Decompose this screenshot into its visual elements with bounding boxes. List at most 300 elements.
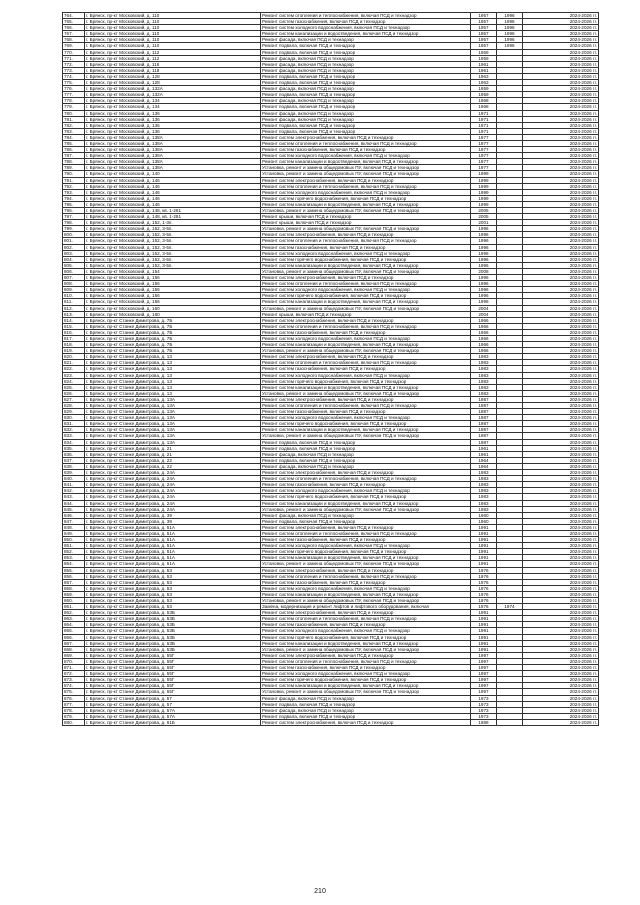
table-row bbox=[63, 719, 599, 725]
row-number: 869. bbox=[63, 652, 85, 658]
build-year-cell: 1999 bbox=[471, 195, 497, 201]
address-cell: г. Брянск, пр-кт Московский, д. 118 bbox=[85, 67, 261, 73]
build-year-cell: 1983 bbox=[471, 354, 497, 360]
work-type-cell: Ремонт систем отопления и теплоснабжения, включая ПСД и технадзор bbox=[261, 323, 471, 329]
work-type-cell: Ремонт подвала, включая ПСД и технадзор bbox=[261, 445, 471, 451]
work-type-cell: Ремонт систем отопления и теплоснабжения, включая ПСД и технадзор bbox=[261, 530, 471, 536]
address-cell: г. Брянск, пр-кт Станке Димитрова, д. 53Б bbox=[85, 640, 261, 646]
address-cell: г. Брянск, пр-кт Станке Димитрова, д. 13 bbox=[85, 354, 261, 360]
build-year-cell: 1963 bbox=[471, 80, 497, 86]
work-type-cell: Ремонт систем горячего водоснабжения, включая ПСД и технадзор bbox=[261, 421, 471, 427]
work-type-cell: Ремонт подвала, включая ПСД и технадзор bbox=[261, 457, 471, 463]
work-type-cell: Ремонт систем холодного водоснабжения, включая ПСД и технадзор bbox=[261, 415, 471, 421]
period-cell: 2024-2026 гг. bbox=[523, 329, 599, 335]
row-number: 796. bbox=[63, 208, 85, 214]
address-cell: г. Брянск, пр-кт Московский, д. 138А bbox=[85, 140, 261, 146]
build-year-cell: 1996 bbox=[471, 287, 497, 293]
period-cell: 2024-2026 гг. bbox=[523, 153, 599, 159]
build-year-cell: 1988 bbox=[471, 719, 497, 725]
row-number: 864. bbox=[63, 622, 85, 628]
address-cell: г. Брянск, пр-кт Станке Димитрова, д. 7Б bbox=[85, 348, 261, 354]
address-cell: г. Брянск, пр-кт Станке Димитрова, д. 53 bbox=[85, 598, 261, 604]
row-number: 855. bbox=[63, 567, 85, 573]
period-cell: 2024-2026 гг. bbox=[523, 433, 599, 439]
period-cell: 2024-2026 гг. bbox=[523, 616, 599, 622]
last-repair-year-cell: 1996 bbox=[497, 25, 523, 31]
row-number: 867. bbox=[63, 640, 85, 646]
period-cell: 2024-2026 гг. bbox=[523, 354, 599, 360]
period-cell: 2024-2026 гг. bbox=[523, 421, 599, 427]
period-cell: 2024-2026 гг. bbox=[523, 707, 599, 713]
work-type-cell: Ремонт систем отопления и теплоснабжения, включая ПСД и технадзор bbox=[261, 183, 471, 189]
work-type-cell: Ремонт фасада, включая ПСД и технадзор bbox=[261, 67, 471, 73]
period-cell: 2024-2026 гг. bbox=[523, 49, 599, 55]
work-type-cell: Ремонт систем электроснабжения, включая ПСД и технадзор bbox=[261, 396, 471, 402]
period-cell: 2024-2026 гг. bbox=[523, 92, 599, 98]
build-year-cell: 1991 bbox=[471, 634, 497, 640]
period-cell: 2024-2026 гг. bbox=[523, 439, 599, 445]
period-cell: 2024-2026 гг. bbox=[523, 342, 599, 348]
work-type-cell: Ремонт фасада, включая ПСД и технадзор bbox=[261, 707, 471, 713]
work-type-cell: Ремонт систем канализации и водоотведения, включая ПСД и технадзор bbox=[261, 500, 471, 506]
address-cell: г. Брянск, пр-кт Станке Димитрова, д. 13А bbox=[85, 396, 261, 402]
period-cell: 2024-2026 гг. bbox=[523, 220, 599, 226]
period-cell: 2024-2026 гг. bbox=[523, 55, 599, 61]
build-year-cell: 1964 bbox=[471, 457, 497, 463]
build-year-cell: 1983 bbox=[471, 360, 497, 366]
row-number: 804. bbox=[63, 256, 85, 262]
row-number: 858. bbox=[63, 585, 85, 591]
build-year-cell: 1976 bbox=[471, 604, 497, 610]
address-cell: г. Брянск, пр-кт Московский, д. 112 bbox=[85, 55, 261, 61]
address-cell: г. Брянск, пр-кт Московский, д. 152, 3-5п. bbox=[85, 250, 261, 256]
address-cell: г. Брянск, пр-кт Станке Димитрова, д. 51А bbox=[85, 524, 261, 530]
build-year-cell: 1996 bbox=[471, 299, 497, 305]
row-number: 767. bbox=[63, 31, 85, 37]
period-cell: 2024-2026 гг. bbox=[523, 390, 599, 396]
address-cell: г. Брянск, пр-кт Станке Димитрова, д. 55Г bbox=[85, 652, 261, 658]
build-year-cell: 1976 bbox=[471, 579, 497, 585]
period-cell: 2024-2026 гг. bbox=[523, 689, 599, 695]
address-cell: г. Брянск, пр-кт Станке Димитрова, д. 24А bbox=[85, 482, 261, 488]
period-cell: 2024-2026 гг. bbox=[523, 494, 599, 500]
row-number: 836. bbox=[63, 451, 85, 457]
period-cell: 2024-2026 гг. bbox=[523, 476, 599, 482]
row-number: 837. bbox=[63, 457, 85, 463]
period-cell: 2024-2026 гг. bbox=[523, 360, 599, 366]
period-cell: 2024-2026 гг. bbox=[523, 530, 599, 536]
work-type-cell: Ремонт фасада, включая ПСД и технадзор bbox=[261, 37, 471, 43]
build-year-cell: 1999 bbox=[471, 201, 497, 207]
build-year-cell: 1991 bbox=[471, 555, 497, 561]
period-cell: 2024-2026 гг. bbox=[523, 366, 599, 372]
build-year-cell: 1973 bbox=[471, 707, 497, 713]
period-cell: 2024-2026 гг. bbox=[523, 524, 599, 530]
work-type-cell: Ремонт подвала, включая ПСД и технадзор bbox=[261, 701, 471, 707]
work-type-cell: Ремонт систем горячего водоснабжения, включая ПСД и технадзор bbox=[261, 293, 471, 299]
work-type-cell: Ремонт систем канализации и водоотведения, включая ПСД и технадзор bbox=[261, 683, 471, 689]
period-cell: 2024-2026 гг. bbox=[523, 195, 599, 201]
row-number: 831. bbox=[63, 421, 85, 427]
address-cell: г. Брянск, пр-кт Станке Димитрова, д. 53Б bbox=[85, 616, 261, 622]
row-number: 768. bbox=[63, 37, 85, 43]
work-type-cell: Установка, ремонт и замена общедомовых ПУ, включая ПСД и технадзор bbox=[261, 226, 471, 232]
work-type-cell: Ремонт фасада, включая ПСД и технадзор bbox=[261, 451, 471, 457]
build-year-cell: 1976 bbox=[471, 567, 497, 573]
work-type-cell: Установка, ремонт и замена общедомовых ПУ, включая ПСД и технадзор bbox=[261, 646, 471, 652]
row-number: 799. bbox=[63, 226, 85, 232]
work-type-cell: Ремонт систем канализации и водоотведения, включая ПСД и технадзор bbox=[261, 31, 471, 37]
address-cell: г. Брянск, пр-кт Московский, д. 136 bbox=[85, 122, 261, 128]
build-year-cell: 1977 bbox=[471, 147, 497, 153]
row-number: 812. bbox=[63, 305, 85, 311]
address-cell: г. Брянск, пр-кт Станке Димитрова, д. 51А bbox=[85, 549, 261, 555]
period-cell: 2024-2026 гг. bbox=[523, 640, 599, 646]
work-type-cell: Ремонт подвала, включая ПСД и технадзор bbox=[261, 49, 471, 55]
build-year-cell: 1983 bbox=[471, 366, 497, 372]
address-cell: г. Брянск, пр-кт Московский, д. 136 bbox=[85, 128, 261, 134]
row-number: 785. bbox=[63, 140, 85, 146]
build-year-cell: 1996 bbox=[471, 226, 497, 232]
work-type-cell: Ремонт систем холодного водоснабжения, включая ПСД и технадзор bbox=[261, 372, 471, 378]
address-cell: г. Брянск, пр-кт Станке Димитрова, д. 13 bbox=[85, 384, 261, 390]
build-year-cell: 1957 bbox=[471, 31, 497, 37]
period-cell: 2024-2026 гг. bbox=[523, 488, 599, 494]
period-cell: 2024-2026 гг. bbox=[523, 378, 599, 384]
period-cell: 2024-2026 гг. bbox=[523, 646, 599, 652]
address-cell: г. Брянск, пр-кт Московский, д. 146 bbox=[85, 177, 261, 183]
table-body bbox=[63, 13, 599, 726]
period-cell: 2024-2026 гг. bbox=[523, 683, 599, 689]
row-number: 871. bbox=[63, 665, 85, 671]
address-cell: г. Брянск, пр-кт Станке Димитрова, д. 53 bbox=[85, 567, 261, 573]
row-number: 781. bbox=[63, 116, 85, 122]
last-repair-year-cell: 1996 bbox=[497, 19, 523, 25]
build-year-cell: 1957 bbox=[471, 19, 497, 25]
address-cell: г. Брянск, пр-кт Станке Димитрова, д. 53 bbox=[85, 591, 261, 597]
row-number: 787. bbox=[63, 153, 85, 159]
period-cell: 2024-2026 гг. bbox=[523, 585, 599, 591]
address-cell: г. Брянск, пр-кт Московский, д. 154 bbox=[85, 268, 261, 274]
work-type-cell: Установка, ремонт и замена общедомовых ПУ, включая ПСД и технадзор bbox=[261, 506, 471, 512]
address-cell: г. Брянск, пр-кт Станке Димитрова, д. 55Г bbox=[85, 658, 261, 664]
work-type-cell: Ремонт фасада, включая ПСД и технадзор bbox=[261, 463, 471, 469]
work-type-cell: Ремонт подвала, включая ПСД и технадзор bbox=[261, 518, 471, 524]
build-year-cell: 1987 bbox=[471, 409, 497, 415]
build-year-cell: 1966 bbox=[471, 342, 497, 348]
work-type-cell: Ремонт систем горячего водоснабжения, включая ПСД и технадзор bbox=[261, 634, 471, 640]
work-type-cell: Ремонт систем холодного водоснабжения, включая ПСД и технадзор bbox=[261, 25, 471, 31]
period-cell: 2024-2026 гг. bbox=[523, 110, 599, 116]
row-number: 784. bbox=[63, 134, 85, 140]
period-cell: 2024-2026 гг. bbox=[523, 128, 599, 134]
build-year-cell: 1959 bbox=[471, 92, 497, 98]
build-year-cell: 1991 bbox=[471, 646, 497, 652]
row-number: 805. bbox=[63, 262, 85, 268]
row-number: 842. bbox=[63, 488, 85, 494]
address-cell: г. Брянск, пр-кт Московский, д. 160 bbox=[85, 311, 261, 317]
address-cell: г. Брянск, пр-кт Станке Димитрова, д. 13 bbox=[85, 378, 261, 384]
row-number: 800. bbox=[63, 232, 85, 238]
row-number: 808. bbox=[63, 281, 85, 287]
row-number: 818. bbox=[63, 342, 85, 348]
build-year-cell: 1966 bbox=[471, 317, 497, 323]
period-cell: 2024-2026 гг. bbox=[523, 561, 599, 567]
build-year-cell: 1991 bbox=[471, 640, 497, 646]
row-number: 841. bbox=[63, 482, 85, 488]
row-number: 801. bbox=[63, 238, 85, 244]
last-repair-year-cell: 1996 bbox=[497, 37, 523, 43]
row-number: 794. bbox=[63, 195, 85, 201]
address-cell: г. Брянск, пр-кт Станке Димитрова, д. 51А bbox=[85, 543, 261, 549]
address-cell: г. Брянск, пр-кт Станке Димитрова, д. 57А bbox=[85, 713, 261, 719]
work-type-cell: Ремонт систем газоснабжения, включая ПСД и технадзор bbox=[261, 537, 471, 543]
period-cell: 2024-2026 гг. bbox=[523, 214, 599, 220]
work-type-cell: Установка, ремонт и замена общедомовых ПУ, включая ПСД и технадзор bbox=[261, 208, 471, 214]
build-year-cell: 1987 bbox=[471, 421, 497, 427]
row-number: 875. bbox=[63, 689, 85, 695]
row-number: 865. bbox=[63, 628, 85, 634]
build-year-cell: 1983 bbox=[471, 470, 497, 476]
build-year-cell: 1966 bbox=[471, 335, 497, 341]
build-year-cell: 1991 bbox=[471, 616, 497, 622]
address-cell: г. Брянск, пр-кт Московский, д. 138А bbox=[85, 134, 261, 140]
address-cell: г. Брянск, пр-кт Станке Димитрова, д. 55Г bbox=[85, 683, 261, 689]
period-cell: 2024-2026 гг. bbox=[523, 604, 599, 610]
build-year-cell: 1996 bbox=[471, 244, 497, 250]
period-cell: 2024-2026 гг. bbox=[523, 275, 599, 281]
build-year-cell: 1983 bbox=[471, 488, 497, 494]
period-cell: 2024-2026 гг. bbox=[523, 268, 599, 274]
row-number: 770. bbox=[63, 49, 85, 55]
period-cell: 2024-2026 гг. bbox=[523, 555, 599, 561]
build-year-cell: 1976 bbox=[471, 591, 497, 597]
work-type-cell: Замена, модернизация и ремонт лифтов и лифтового оборудования, включая bbox=[261, 604, 471, 610]
address-cell: г. Брянск, пр-кт Станке Димитрова, д. 57 bbox=[85, 695, 261, 701]
address-cell: г. Брянск, пр-кт Станке Димитрова, д. 13А bbox=[85, 409, 261, 415]
address-cell: г. Брянск, пр-кт Станке Димитрова, д. 51А bbox=[85, 561, 261, 567]
build-year-cell: 1996 bbox=[471, 275, 497, 281]
row-number: 839. bbox=[63, 470, 85, 476]
address-cell: г. Брянск, пр-кт Московский, д. 146 bbox=[85, 183, 261, 189]
row-number: 765. bbox=[63, 19, 85, 25]
build-year-cell: 1960 bbox=[471, 512, 497, 518]
address-cell: г. Брянск, пр-кт Московский, д. 152, 3-5п. bbox=[85, 262, 261, 268]
row-number: 816. bbox=[63, 329, 85, 335]
build-year-cell: 1959 bbox=[471, 55, 497, 61]
build-year-cell: 1996 bbox=[471, 250, 497, 256]
period-cell: 2024-2026 гг. bbox=[523, 506, 599, 512]
address-cell: г. Брянск, пр-кт Московский, д. 138А bbox=[85, 165, 261, 171]
build-year-cell: 1999 bbox=[471, 189, 497, 195]
row-number: 773. bbox=[63, 67, 85, 73]
address-cell: г. Брянск, пр-кт Московский, д. 152, 3-5п. bbox=[85, 232, 261, 238]
work-type-cell: Ремонт систем отопления и теплоснабжения, включая ПСД и технадзор bbox=[261, 140, 471, 146]
period-cell: 2024-2026 гг. bbox=[523, 598, 599, 604]
period-cell: 2024-2026 гг. bbox=[523, 256, 599, 262]
address-cell: г. Брянск, пр-кт Московский, д. 110 bbox=[85, 37, 261, 43]
address-cell: г. Брянск, пр-кт Станке Димитрова, д. 24А bbox=[85, 470, 261, 476]
build-year-cell: 1971 bbox=[471, 110, 497, 116]
work-type-cell: Ремонт систем газоснабжения, включая ПСД и технадзор bbox=[261, 244, 471, 250]
address-cell: г. Брянск, пр-кт Станке Димитрова, д. 53Б bbox=[85, 628, 261, 634]
work-type-cell: Ремонт систем электроснабжения, включая ПСД и технадзор bbox=[261, 470, 471, 476]
row-number: 821. bbox=[63, 360, 85, 366]
period-cell: 2024-2026 гг. bbox=[523, 299, 599, 305]
work-type-cell: Ремонт систем канализации и водоотведения, включая ПСД и технадзор bbox=[261, 201, 471, 207]
work-type-cell: Ремонт систем электроснабжения, включая ПСД и технадзор bbox=[261, 524, 471, 530]
build-year-cell: 1997 bbox=[471, 689, 497, 695]
address-cell: г. Брянск, пр-кт Московский, д. 138А bbox=[85, 159, 261, 165]
work-type-cell: Ремонт систем отопления и теплоснабжения, включая ПСД и технадзор bbox=[261, 13, 471, 19]
address-cell: г. Брянск, пр-кт Станке Димитрова, д. 13 bbox=[85, 372, 261, 378]
address-cell: г. Брянск, пр-кт Московский, д. 152, 3-5п. bbox=[85, 226, 261, 232]
build-year-cell: 1971 bbox=[471, 116, 497, 122]
build-year-cell: 1973 bbox=[471, 713, 497, 719]
work-type-cell: Установка, ремонт и замена общедомовых ПУ, включая ПСД и технадзор bbox=[261, 165, 471, 171]
work-type-cell: Ремонт систем электроснабжения, включая ПСД и технадзор bbox=[261, 177, 471, 183]
period-cell: 2024-2026 гг. bbox=[523, 348, 599, 354]
build-year-cell: 1996 bbox=[471, 281, 497, 287]
address-cell: г. Брянск, пр-кт Московский, д. 140 bbox=[85, 171, 261, 177]
work-type-cell: Ремонт фасада, включая ПСД и технадзор bbox=[261, 86, 471, 92]
work-type-cell: Ремонт систем канализации и водоотведения, включая ПСД и технадзор bbox=[261, 555, 471, 561]
period-cell: 2024-2026 гг. bbox=[523, 80, 599, 86]
address-cell: г. Брянск, пр-кт Московский, д. 146 bbox=[85, 195, 261, 201]
work-type-cell: Ремонт систем канализации и водоотведения, включая ПСД и технадзор bbox=[261, 427, 471, 433]
work-type-cell: Ремонт систем холодного водоснабжения, включая ПСД и технадзор bbox=[261, 488, 471, 494]
period-cell: 2024-2026 гг. bbox=[523, 451, 599, 457]
row-number: 823. bbox=[63, 372, 85, 378]
work-type-cell: Ремонт подвала, включая ПСД и технадзор bbox=[261, 122, 471, 128]
period-cell: 2024-2026 гг. bbox=[523, 147, 599, 153]
work-type-cell: Ремонт систем отопления и теплоснабжения, включая ПСД и технадзор bbox=[261, 573, 471, 579]
row-number: 861. bbox=[63, 604, 85, 610]
address-cell: г. Брянск, пр-кт Московский, д. 112 bbox=[85, 49, 261, 55]
work-type-cell: Ремонт систем газоснабжения, включая ПСД и технадзор bbox=[261, 366, 471, 372]
work-type-cell: Ремонт систем канализации и водоотведения, включая ПСД и технадзор bbox=[261, 640, 471, 646]
work-type-cell: Ремонт систем холодного водоснабжения, включая ПСД и технадзор bbox=[261, 287, 471, 293]
last-repair-year-cell: 1996 bbox=[497, 31, 523, 37]
period-cell: 2024-2026 гг. bbox=[523, 323, 599, 329]
build-year-cell: 1957 bbox=[471, 13, 497, 19]
address-cell: г. Брянск, пр-кт Станке Димитрова, д. 55Г bbox=[85, 677, 261, 683]
build-year-cell: 1987 bbox=[471, 427, 497, 433]
build-year-cell: 1983 bbox=[471, 494, 497, 500]
work-type-cell: Ремонт систем отопления и теплоснабжения, включая ПСД и технадзор bbox=[261, 281, 471, 287]
period-cell: 2024-2026 гг. bbox=[523, 159, 599, 165]
address-cell: г. Брянск, пр-кт Московский, д. 110 bbox=[85, 31, 261, 37]
period-cell: 2024-2026 гг. bbox=[523, 281, 599, 287]
build-year-cell: 1997 bbox=[471, 658, 497, 664]
work-type-cell: Установка, ремонт и замена общедомовых ПУ, включая ПСД и технадзор bbox=[261, 171, 471, 177]
work-type-cell: Ремонт крыши, включая ПСД и технадзор bbox=[261, 214, 471, 220]
address-cell: г. Брянск, пр-кт Станке Димитрова, д. 24А bbox=[85, 494, 261, 500]
build-year-cell: 1991 bbox=[471, 549, 497, 555]
row-number: 877. bbox=[63, 701, 85, 707]
work-type-cell: Ремонт систем горячего водоснабжения, включая ПСД и технадзор bbox=[261, 378, 471, 384]
work-type-cell: Ремонт фасада, включая ПСД и технадзор bbox=[261, 98, 471, 104]
address-cell: г. Брянск, пр-кт Станке Димитрова, д. 53 bbox=[85, 573, 261, 579]
period-cell: 2024-2026 гг. bbox=[523, 19, 599, 25]
work-type-cell: Ремонт систем отопления и теплоснабжения, включая ПСД и технадзор bbox=[261, 476, 471, 482]
period-cell: 2024-2026 гг. bbox=[523, 567, 599, 573]
row-number: 838. bbox=[63, 463, 85, 469]
row-number: 771. bbox=[63, 55, 85, 61]
row-number: 825. bbox=[63, 384, 85, 390]
row-number: 863. bbox=[63, 616, 85, 622]
row-number: 764. bbox=[63, 13, 85, 19]
work-type-cell: Установка, ремонт и замена общедомовых ПУ, включая ПСД и технадзор bbox=[261, 689, 471, 695]
row-number: 878. bbox=[63, 707, 85, 713]
period-cell: 2024-2026 гг. bbox=[523, 403, 599, 409]
work-type-cell: Ремонт систем электроснабжения, включая ПСД и технадзор bbox=[261, 567, 471, 573]
row-number: 795. bbox=[63, 201, 85, 207]
address-cell: г. Брянск, пр-кт Станке Димитрова, д. 7Б bbox=[85, 317, 261, 323]
period-cell: 2024-2026 гг. bbox=[523, 262, 599, 268]
address-cell: г. Брянск, пр-кт Станке Димитрова, д. 55Г bbox=[85, 689, 261, 695]
period-cell: 2024-2026 гг. bbox=[523, 579, 599, 585]
period-cell: 2024-2026 гг. bbox=[523, 98, 599, 104]
period-cell: 2024-2026 гг. bbox=[523, 470, 599, 476]
address-cell: г. Брянск, пр-кт Московский, д. 136 bbox=[85, 116, 261, 122]
address-cell: г. Брянск, пр-кт Московский, д. 156 bbox=[85, 299, 261, 305]
period-cell: 2024-2026 гг. bbox=[523, 457, 599, 463]
period-cell: 2024-2026 гг. bbox=[523, 415, 599, 421]
build-year-cell: 1963 bbox=[471, 73, 497, 79]
work-type-cell: Ремонт подвала, включая ПСД и технадзор bbox=[261, 439, 471, 445]
period-cell: 2024-2026 гг. bbox=[523, 701, 599, 707]
period-cell: 2024-2026 гг. bbox=[523, 13, 599, 19]
period-cell: 2024-2026 гг. bbox=[523, 140, 599, 146]
work-type-cell: Ремонт систем отопления и теплоснабжения, включая ПСД и технадзор bbox=[261, 616, 471, 622]
period-cell: 2024-2026 гг. bbox=[523, 317, 599, 323]
period-cell: 2024-2026 гг. bbox=[523, 67, 599, 73]
build-year-cell: 1973 bbox=[471, 695, 497, 701]
row-number: 843. bbox=[63, 494, 85, 500]
period-cell: 2024-2026 гг. bbox=[523, 238, 599, 244]
address-cell: г. Брянск, пр-кт Станке Димитрова, д. 13А bbox=[85, 427, 261, 433]
row-number: 822. bbox=[63, 366, 85, 372]
period-cell: 2024-2026 гг. bbox=[523, 189, 599, 195]
build-year-cell: 1968 bbox=[471, 104, 497, 110]
row-number: 873. bbox=[63, 677, 85, 683]
address-cell: г. Брянск, пр-кт Московский, д. 110 bbox=[85, 25, 261, 31]
period-cell: 2024-2026 гг. bbox=[523, 463, 599, 469]
row-number: 849. bbox=[63, 530, 85, 536]
build-year-cell: 1966 bbox=[471, 348, 497, 354]
build-year-cell: 1991 bbox=[471, 628, 497, 634]
build-year-cell: 1999 bbox=[471, 183, 497, 189]
row-number: 853. bbox=[63, 555, 85, 561]
work-type-cell: Ремонт систем электроснабжения, включая ПСД и технадзор bbox=[261, 232, 471, 238]
build-year-cell: 1957 bbox=[471, 25, 497, 31]
build-year-cell: 1999 bbox=[471, 171, 497, 177]
row-number: 840. bbox=[63, 476, 85, 482]
work-type-cell: Ремонт систем газоснабжения, включая ПСД и технадзор bbox=[261, 665, 471, 671]
build-year-cell: 1991 bbox=[471, 610, 497, 616]
row-number: 802. bbox=[63, 244, 85, 250]
row-number: 776. bbox=[63, 86, 85, 92]
period-cell: 2024-2026 гг. bbox=[523, 201, 599, 207]
work-type-cell: Ремонт систем канализации и водоотведения, включая ПСД и технадзор bbox=[261, 591, 471, 597]
row-number: 850. bbox=[63, 537, 85, 543]
address-cell: г. Брянск, пр-кт Станке Димитрова, д. 53 bbox=[85, 604, 261, 610]
address-cell: г. Брянск, пр-кт Московский, д. 136 bbox=[85, 110, 261, 116]
row-number: 798. bbox=[63, 220, 85, 226]
work-type-cell: Ремонт подвала, включая ПСД и технадзор bbox=[261, 104, 471, 110]
row-number: 860. bbox=[63, 598, 85, 604]
